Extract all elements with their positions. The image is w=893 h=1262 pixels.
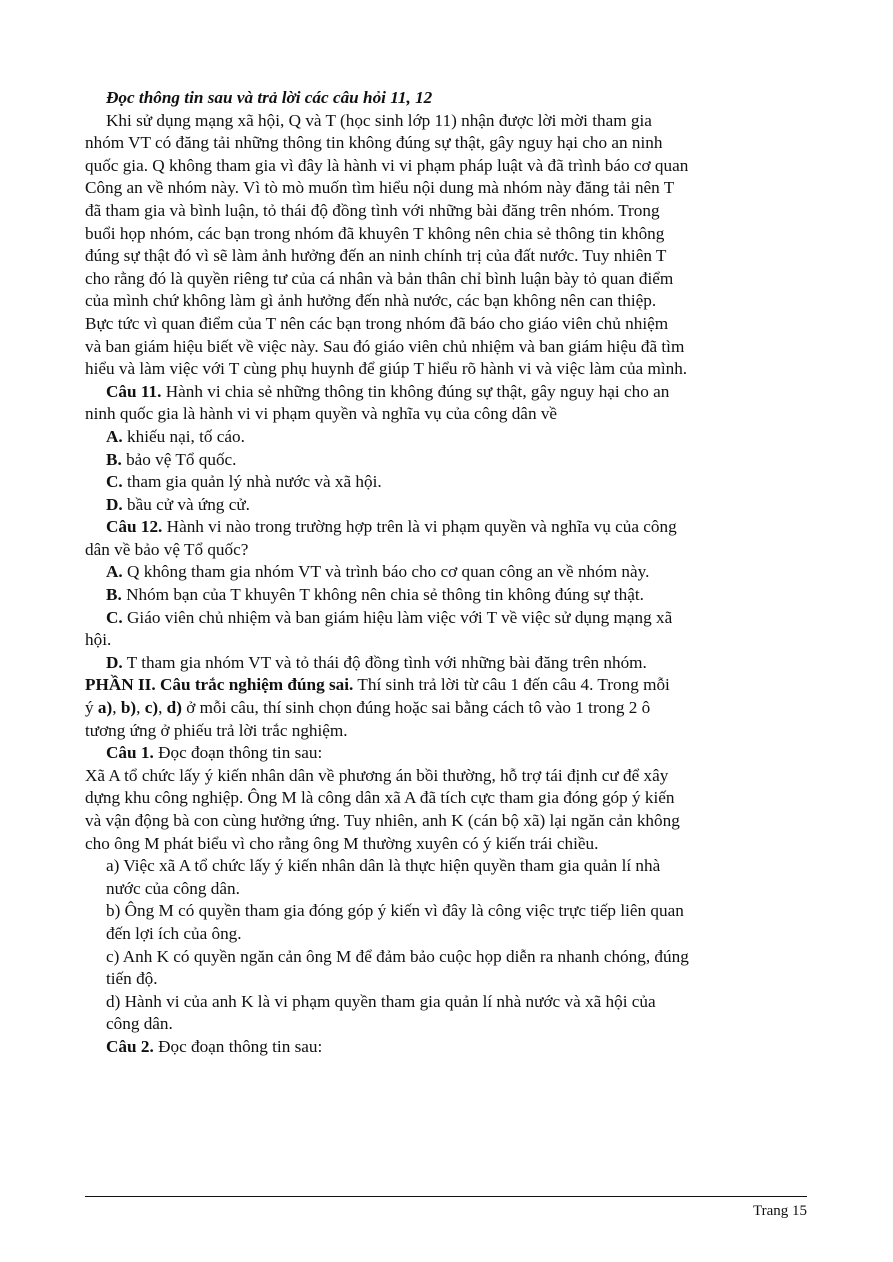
question-text-cont: dân về bảo vệ Tổ quốc? (85, 539, 249, 559)
passage-line: đã tham gia và bình luận, tỏ thái độ đồng tình với những bài đăng trên nhóm. Trong (85, 200, 660, 220)
question-label: Câu 2. (106, 1036, 154, 1056)
passage-line: đúng sự thật đó vì sẽ làm ảnh hưởng đến an ninh chính trị của đất nước. Tuy nhiên T (85, 246, 667, 266)
part-2-intro-line: tương ứng ở phiếu trả lời trắc nghiệm. (85, 720, 348, 740)
option-a: A. khiếu nại, tố cáo. (106, 426, 245, 446)
statement-a-cont: nước của công dân. (106, 878, 240, 898)
question-11 (85, 381, 807, 404)
passage-line: của mình chứ không làm gì ảnh hưởng đến nhà nước, các bạn không nên can thiệp. (85, 291, 657, 311)
passage-line: quốc gia. Q không tham gia vì đây là hành vi vi phạm pháp luật và đã trình báo cơ quan (85, 155, 689, 175)
statement-b-cont: đến lợi ích của ông. (106, 923, 242, 943)
passage-line: Khi sử dụng mạng xã hội, Q và T (học sinh lớp 11) nhận được lời mời tham gia (106, 110, 652, 130)
passage-line: cho ông M phát biểu vì cho rằng ông M thường xuyên có ý kiến trái chiều. (85, 833, 599, 853)
option-b: B. bảo vệ Tổ quốc. (106, 449, 237, 469)
option-d: D. bầu cử và ứng cử. (106, 494, 250, 514)
part-2-intro-line: ý a), b), c), d) ở mỗi câu, thí sinh chọn đúng hoặc sai bằng cách tô vào 1 trong 2 ô (85, 698, 651, 718)
option-c: C. tham gia quản lý nhà nước và xã hội. (106, 472, 382, 492)
statement-d-cont: công dân. (106, 1014, 173, 1034)
option-c-cont: hội. (85, 630, 112, 650)
question-text: Hành vi chia sẻ những thông tin không đúng sự thật, gây nguy hại cho an (161, 381, 670, 401)
passage-line: và ban giám hiệu biết về việc này. Sau đó giáo viên chủ nhiệm và ban giám hiệu đã tìm (85, 336, 685, 356)
footer-rule (85, 1196, 807, 1197)
statement-d: d) Hành vi của anh K là vi phạm quyền tham gia quản lí nhà nước và xã hội của (106, 991, 656, 1011)
passage-line: Bực tức vì quan điểm của T nên các bạn trong nhóm đã báo cho giáo viên chủ nhiệm (85, 313, 669, 333)
question-12 (85, 516, 807, 539)
page-content (85, 87, 807, 1059)
question-label: Câu 11. (106, 381, 162, 401)
passage-line: dựng khu công nghiệp. Ông M là công dân xã A đã tích cực tham gia đóng góp ý kiến (85, 788, 675, 808)
option-b: B. Nhóm bạn của T khuyên T không nên chia sẻ thông tin không đúng sự thật. (106, 585, 644, 605)
question-text-cont: ninh quốc gia là hành vi vi phạm quyền và nghĩa vụ của công dân về (85, 404, 558, 424)
question-text: Hành vi nào trong trường hợp trên là vi phạm quyền và nghĩa vụ của công (162, 517, 677, 537)
passage-line: Công an về nhóm này. Vì tò mò muốn tìm hiểu nội dung mà nhóm này đăng tải nên T (85, 178, 675, 198)
passage-line: hiểu và làm việc với T cùng phụ huynh để giúp T hiểu rõ hành vi và việc làm của mình. (85, 359, 688, 379)
option-c: C. Giáo viên chủ nhiệm và ban giám hiệu làm việc với T về việc sử dụng mạng xã (106, 607, 673, 627)
option-a: A. Q không tham gia nhóm VT và trình báo cho cơ quan công an về nhóm này. (106, 562, 650, 582)
part-2-intro: PHẦN II. Câu trắc nghiệm đúng sai. Thí sinh trả lời từ câu 1 đến câu 4. Trong mỗi (85, 675, 670, 695)
cau-1: Câu 1. Đọc đoạn thông tin sau: (106, 743, 323, 763)
question-label: Câu 12. (106, 517, 163, 537)
statement-b: b) Ông M có quyền tham gia đóng góp ý kiến vì đây là công việc trực tiếp liên quan (106, 901, 684, 921)
question-label: Câu 1. (106, 743, 154, 763)
statement-c-cont: tiến độ. (106, 969, 158, 989)
part-2-heading: PHẦN II. Câu trắc nghiệm đúng sai. (85, 675, 354, 695)
passage-line: nhóm VT có đăng tải những thông tin không đúng sự thật, gây nguy hại cho an ninh (85, 133, 663, 153)
option-d: D. T tham gia nhóm VT và tỏ thái độ đồng tình với những bài đăng trên nhóm. (106, 652, 647, 672)
passage-line: và vận động bà con cùng hưởng ứng. Tuy nhiên, anh K (cán bộ xã) lại ngăn cản không (85, 811, 680, 830)
statement-a: a) Việc xã A tổ chức lấy ý kiến nhân dân là thực hiện quyền tham gia quản lí nhà (106, 856, 661, 876)
statement-c: c) Anh K có quyền ngăn cản ông M để đảm bảo cuộc họp diễn ra nhanh chóng, đúng (106, 946, 689, 966)
reading-heading: Đọc thông tin sau và trả lời các câu hỏi 11, 12 (106, 88, 433, 107)
passage-line: Xã A tổ chức lấy ý kiến nhân dân về phương án bồi thường, hỗ trợ tái định cư để xây (85, 765, 669, 785)
passage-line: cho rằng đó là quyền riêng tư của cá nhân và bản thân chỉ bình luận bày tỏ quan điểm (85, 268, 674, 288)
page-number: Trang 15 (752, 1203, 807, 1219)
cau-2: Câu 2. Đọc đoạn thông tin sau: (106, 1036, 323, 1056)
passage-line: buổi họp nhóm, các bạn trong nhóm đã khuyên T không nên chia sẻ thông tin không (85, 223, 665, 243)
